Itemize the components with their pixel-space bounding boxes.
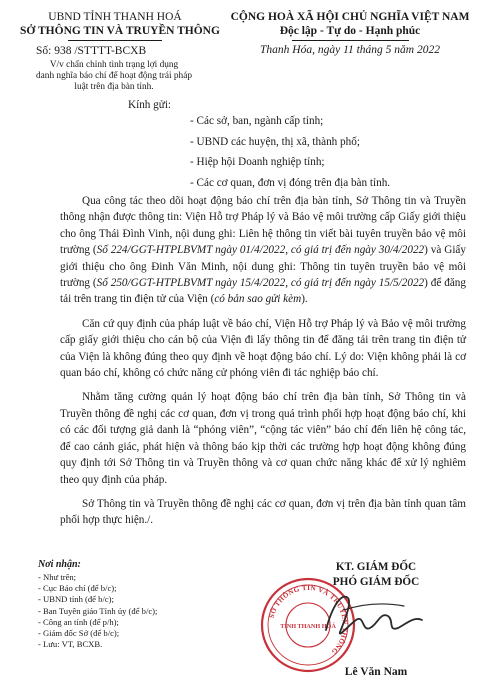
distribution-block: [38, 558, 157, 650]
subject-block: [14, 60, 214, 93]
distribution-item: - Như trên;: [38, 572, 77, 582]
distribution-item: - Lưu: VT, BCXB.: [38, 639, 103, 650]
paragraph-1: [60, 193, 466, 308]
p1-text: ) và Giấy giới thiệu cho ông Đinh Văn Minh, nội dung ghi: Thông tin tuyên truyền bảo vệ môi trường (: [60, 244, 466, 290]
recipient-item: - Các cơ quan, đơn vị đóng trên địa bàn tỉnh.: [190, 176, 391, 189]
recipient-item: - UBND các huyện, thị xã, thành phố;: [190, 135, 360, 148]
signer-name: Lê Văn Nam: [344, 666, 408, 678]
distribution-item: - Cục Báo chí (để b/c);: [38, 583, 117, 594]
letter-body: [60, 193, 466, 529]
p1-note: có bản sao gửi kèm: [214, 293, 302, 306]
nation-title: CỘNG HOÀ XÃ HỘI CHỦ NGHĨA VIỆT NAM: [230, 11, 470, 23]
p1-ref-2: Số 250/GGT-HTPLBVMT ngày 15/4/2022, có giá trị đến ngày 15/5/2022: [96, 277, 425, 290]
seal-ring-text: SỞ THÔNG TIN VÀ TRUYỀN THÔNG: [267, 583, 350, 656]
signature-scrawl-icon: [318, 586, 428, 646]
distribution-label: Nơi nhận:: [38, 559, 81, 570]
recipients-list: [190, 111, 390, 193]
distribution-item: - UBND tỉnh (để b/c);: [38, 594, 114, 605]
recipient-item: - Hiệp hội Doanh nghiệp tỉnh;: [190, 156, 325, 168]
agency-underline: [68, 40, 162, 41]
distribution-item: - Công an tỉnh (để p/h);: [38, 616, 119, 627]
national-block: [224, 10, 476, 38]
recipient-item: - Các sở, ban, ngành cấp tỉnh;: [190, 115, 324, 127]
national-motto: Độc lập - Tự do - Hạnh phúc: [279, 25, 421, 37]
agency-block: [20, 10, 220, 38]
seal-center-text: TỈNH THANH HOÁ: [280, 623, 336, 630]
p1-ref-1: Số 224/GGT-HTPLBVMT ngày 01/4/2022, có giá trị đến ngày 30/4/2022: [96, 244, 425, 257]
motto-underline: [292, 40, 409, 41]
distribution-item: - Ban Tuyên giáo Tỉnh ủy (để b/c);: [38, 605, 158, 616]
place-date: Thanh Hóa, ngày 11 tháng 5 năm 2022: [260, 44, 440, 56]
paragraph-2: Căn cứ quy định của pháp luật về báo chí, Viện Hỗ trợ Pháp lý và Bảo vệ môi trường cấp giấy giới thiệu cho cán bộ của Viện đi lấy thông tin để đăng tải trên trang tin điện tử của Viện là không đúng theo quy định về hoạt động báo chí. Lý do: Viện không phải là cơ quan báo chí, không có chức năng cử phóng viên đi tác nghiệp báo chí.: [60, 317, 466, 380]
recipients-label: Kính gửi:: [128, 99, 172, 111]
distribution-item: - Giám đốc Sở (để b/c);: [38, 628, 120, 639]
p1-text: ).: [301, 293, 308, 306]
parent-agency-name: UBND TỈNH THANH HOÁ: [48, 11, 182, 23]
signer-role: KT. GIÁM ĐỐC: [335, 561, 417, 573]
agency-name: SỞ THÔNG TIN VÀ TRUYỀN THÔNG: [20, 25, 220, 37]
paragraph-4: Sở Thông tin và Truyền thông đề nghị các cơ quan, đơn vị trên địa bàn tỉnh quan tâm phối hợp thực hiện./.: [60, 497, 466, 527]
subject-line: luật trên địa bàn tỉnh.: [74, 82, 154, 92]
p1-text: ) để đăng tải trên trang tin điện tử của Viện (: [60, 277, 466, 306]
subject-line: V/v chấn chỉnh tình trạng lợi dụng: [49, 60, 179, 70]
document-number: Số: 938 /STTTT-BCXB: [36, 45, 147, 57]
p1-text: Qua công tác theo dõi hoạt động báo chí trên địa bàn tỉnh, Sở Thông tin và Truyền thông nhận được thông tin: Viện Hỗ trợ Pháp lý và Bảo vệ môi trường cấp Giấy giới thiệu cho ông Thái Đình Vinh, nội dung ghi: Liên hệ thông tin viết bài tuyên truyền bảo vệ môi trường (: [60, 195, 466, 257]
subject-line: danh nghĩa báo chí để hoạt động trái pháp: [36, 71, 192, 81]
paragraph-3: Nhằm tăng cường quản lý hoạt động báo chí trên địa bàn tỉnh, Sở Thông tin và Truyền thông đề nghị các cơ quan, đơn vị trong quá trình phối hợp hoạt động báo chí, khi có các đối tượng giả danh là “phóng viên”, “cộng tác viên” báo chí đến liên hệ công tác, để cao cảnh giác, phát hiện và thông báo kịp thời các trường hợp hoạt động không đúng quy định tới Sở Thông tin và Truyền thông và cơ quan chức năng khác để xử lý nghiêm theo quy định của pháp.: [60, 391, 466, 486]
signer-title: PHÓ GIÁM ĐỐC: [332, 576, 420, 588]
